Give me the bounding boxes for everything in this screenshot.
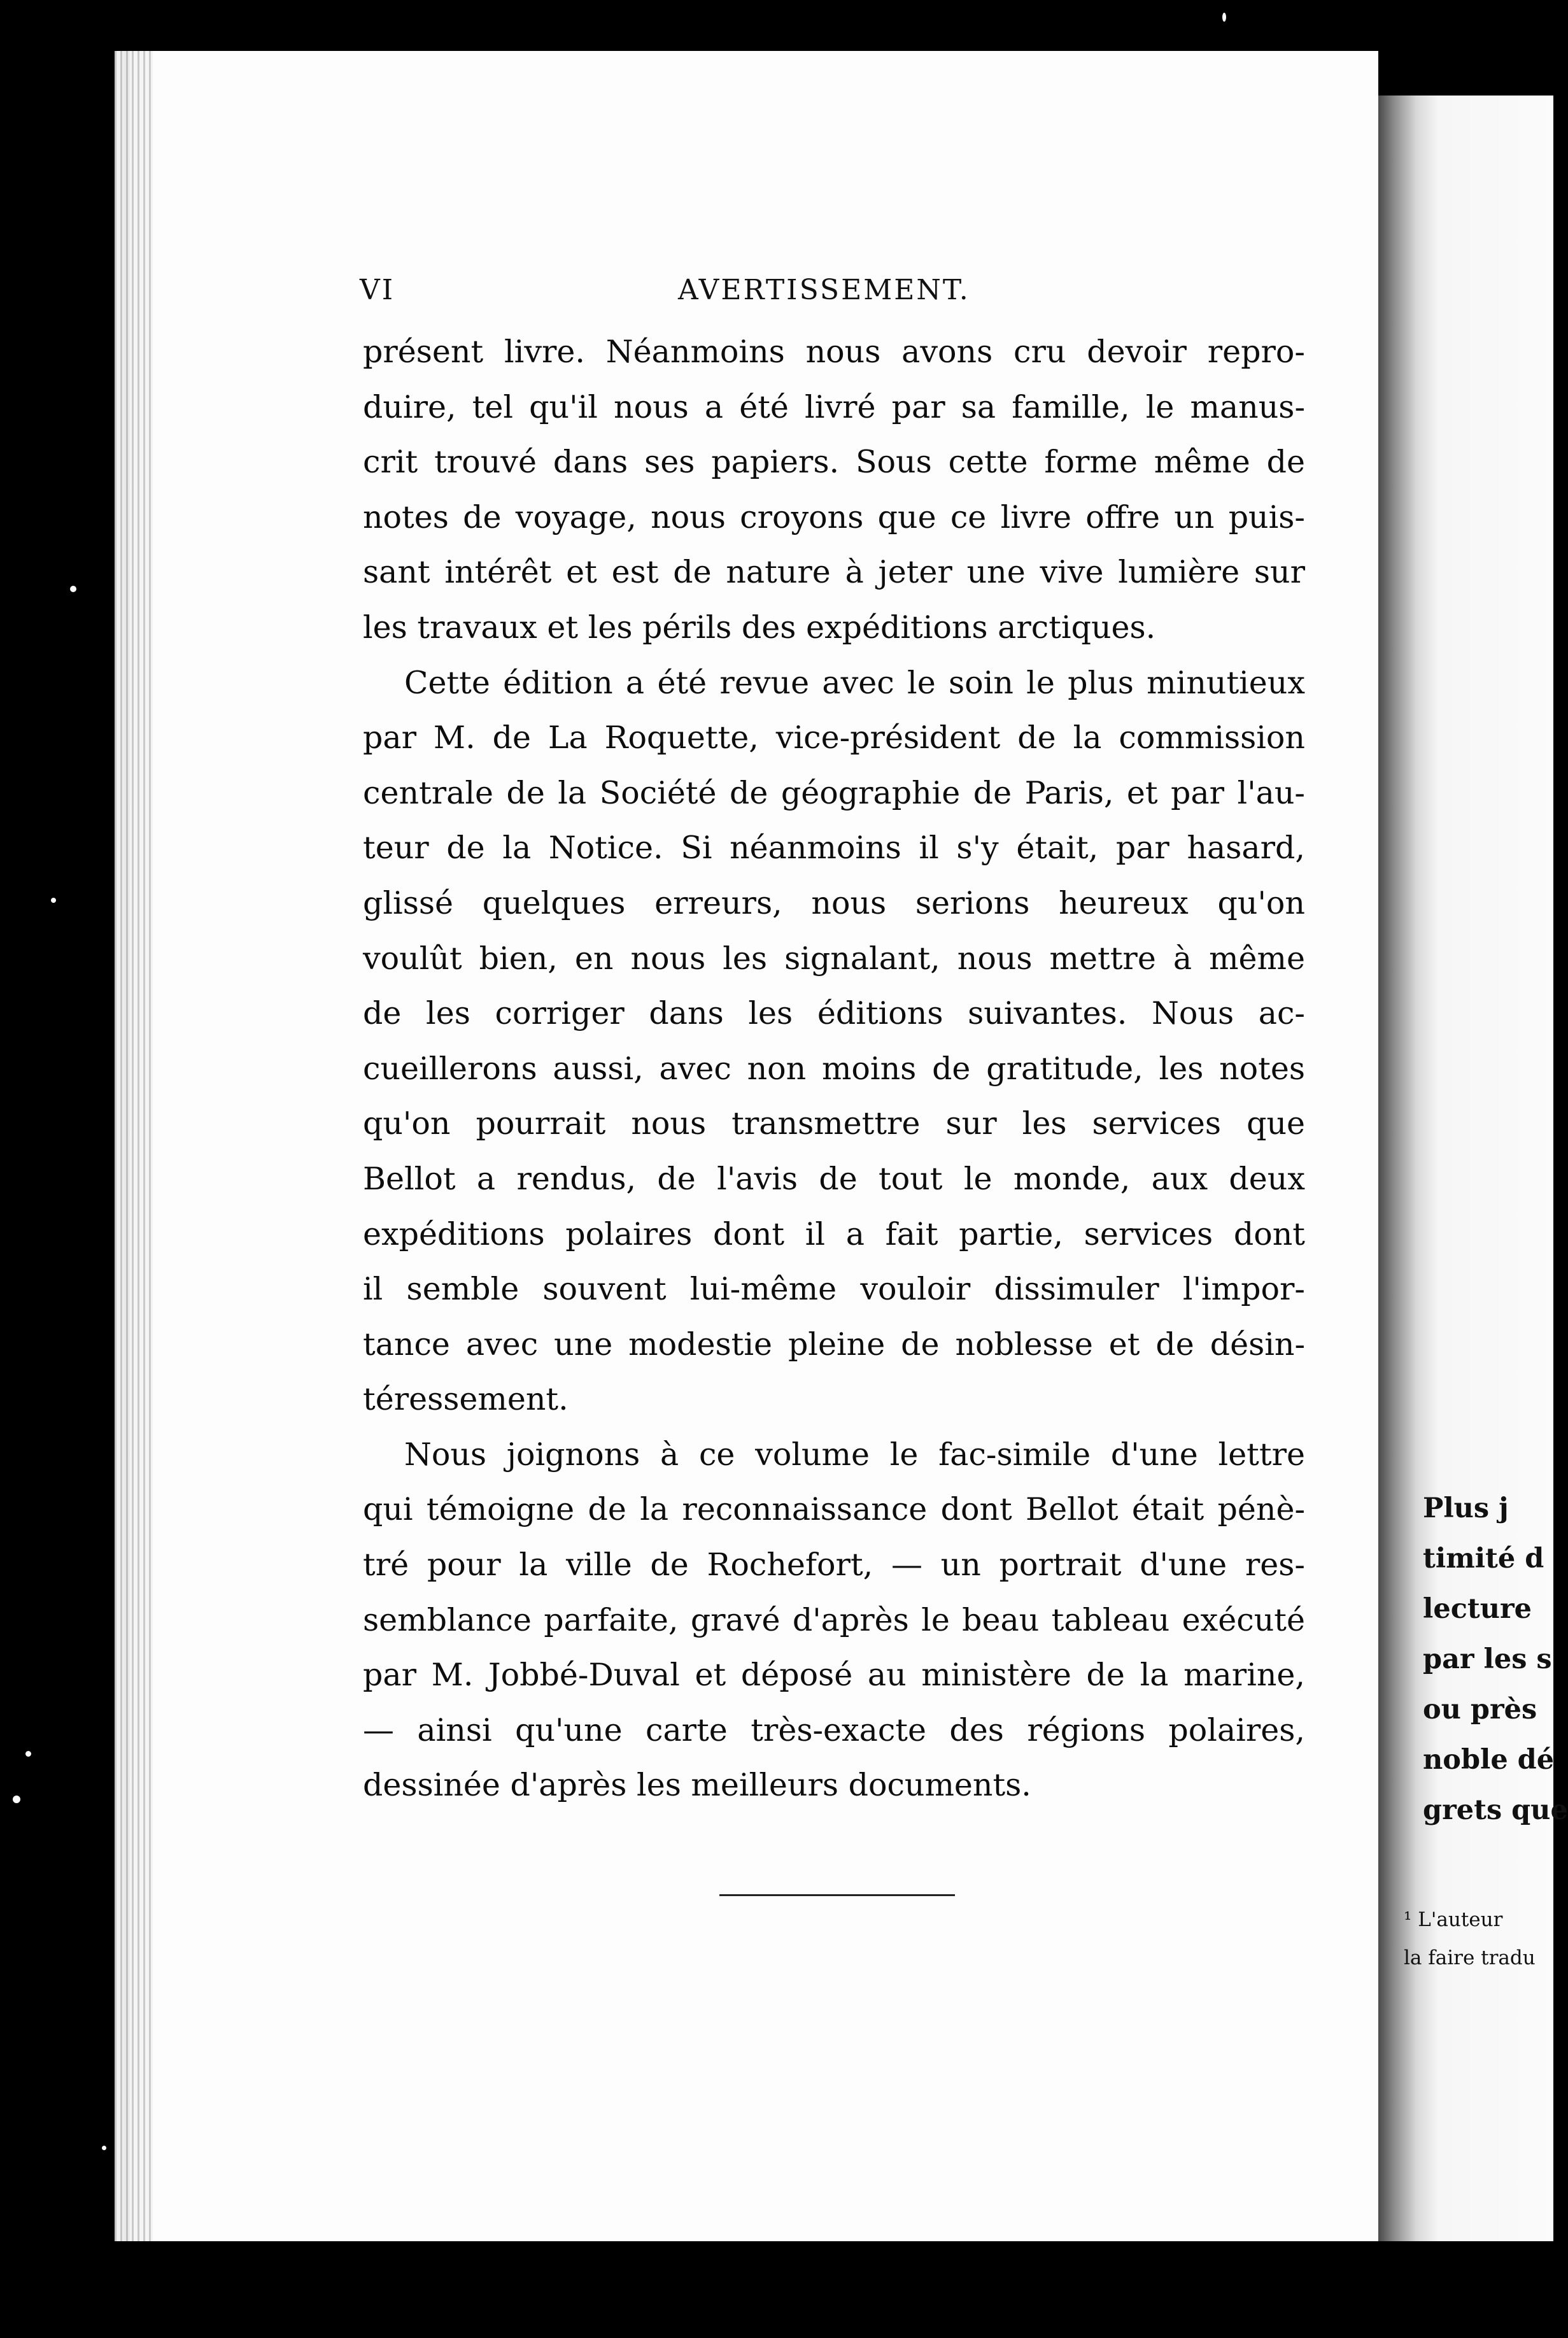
- section-title: AVERTISSEMENT.: [678, 274, 970, 306]
- section-rule: [719, 1894, 955, 1896]
- right-text-line: lecture: [1423, 1593, 1532, 1625]
- text-line: tance avec une modestie pleine de noblesse et de désin-: [363, 1326, 1305, 1363]
- right-text-line: timité d: [1423, 1543, 1544, 1575]
- text-line: tré pour la ville de Rochefort, — un portrait d'une res-: [363, 1547, 1305, 1583]
- text-line: téressement.: [363, 1381, 569, 1418]
- scan-speck: [13, 1796, 20, 1803]
- text-line: Nous joignons à ce volume le fac-simile d'une lettre: [404, 1436, 1305, 1473]
- right-text-line: par les s: [1423, 1643, 1552, 1675]
- text-line: duire, tel qu'il nous a été livré par sa famille, le manus-: [363, 388, 1305, 425]
- text-line: Bellot a rendus, de l'avis de tout le monde, aux deux: [363, 1160, 1305, 1197]
- text-line: centrale de la Société de géographie de Paris, et par l'au-: [363, 774, 1305, 811]
- right-text-line: Plus j: [1423, 1492, 1509, 1524]
- text-line: sant intérêt et est de nature à jeter une vive lumière sur: [363, 554, 1305, 591]
- scan-speck: [25, 1751, 31, 1757]
- right-text-line: grets que: [1423, 1794, 1568, 1826]
- text-line: glissé quelques erreurs, nous serions heureux qu'on: [363, 884, 1305, 921]
- text-line: de les corriger dans les éditions suivantes. Nous ac-: [363, 995, 1305, 1032]
- body-text: [363, 325, 1305, 1813]
- text-line: notes de voyage, nous croyons que ce livre offre un puis-: [363, 499, 1305, 535]
- footnote-line: la faire tradu: [1404, 1946, 1536, 1969]
- text-line: teur de la Notice. Si néanmoins il s'y était, par hasard,: [363, 830, 1305, 867]
- text-line: voulût bien, en nous les signalant, nous mettre à même: [363, 940, 1305, 977]
- text-line: présent livre. Néanmoins nous avons cru devoir repro-: [363, 334, 1305, 370]
- page-edge-stack: [115, 51, 153, 2241]
- right-text-line: ou près: [1423, 1694, 1537, 1725]
- text-line: — ainsi qu'une carte très-exacte des régions polaires,: [363, 1711, 1305, 1748]
- text-line: semblance parfaite, gravé d'après le beau tableau exécuté: [363, 1601, 1305, 1638]
- text-line: les travaux et les périls des expéditions arctiques.: [363, 609, 1156, 646]
- right-text-line: noble dé: [1423, 1744, 1555, 1776]
- text-line: par M. Jobbé-Duval et déposé au ministère de la marine,: [363, 1657, 1305, 1694]
- right-page-text: [1423, 1484, 1568, 1836]
- text-line: expéditions polaires dont il a fait partie, services dont: [363, 1215, 1305, 1252]
- text-line: qu'on pourrait nous transmettre sur les services que: [363, 1105, 1305, 1142]
- page-number: VI: [360, 274, 395, 306]
- right-page-footnote: [1404, 1901, 1557, 1977]
- scan-speck: [51, 898, 56, 903]
- text-line: il semble souvent lui-même vouloir dissimuler l'impor-: [363, 1271, 1305, 1308]
- text-line: cueillerons aussi, avec non moins de gratitude, les notes: [363, 1050, 1305, 1087]
- footnote-line: ¹ L'auteur: [1404, 1908, 1503, 1931]
- text-line: par M. de La Roquette, vice-président de la commission: [363, 719, 1305, 756]
- text-line: Cette édition a été revue avec le soin le plus minutieux: [404, 664, 1305, 701]
- scan-speck: [1222, 13, 1226, 22]
- text-line: dessinée d'après les meilleurs documents.: [363, 1767, 1031, 1804]
- scan-speck: [102, 2146, 106, 2150]
- scan-speck: [70, 586, 76, 592]
- text-line: qui témoigne de la reconnaissance dont Bellot était pénè-: [363, 1491, 1305, 1528]
- text-line: crit trouvé dans ses papiers. Sous cette forme même de: [363, 444, 1305, 481]
